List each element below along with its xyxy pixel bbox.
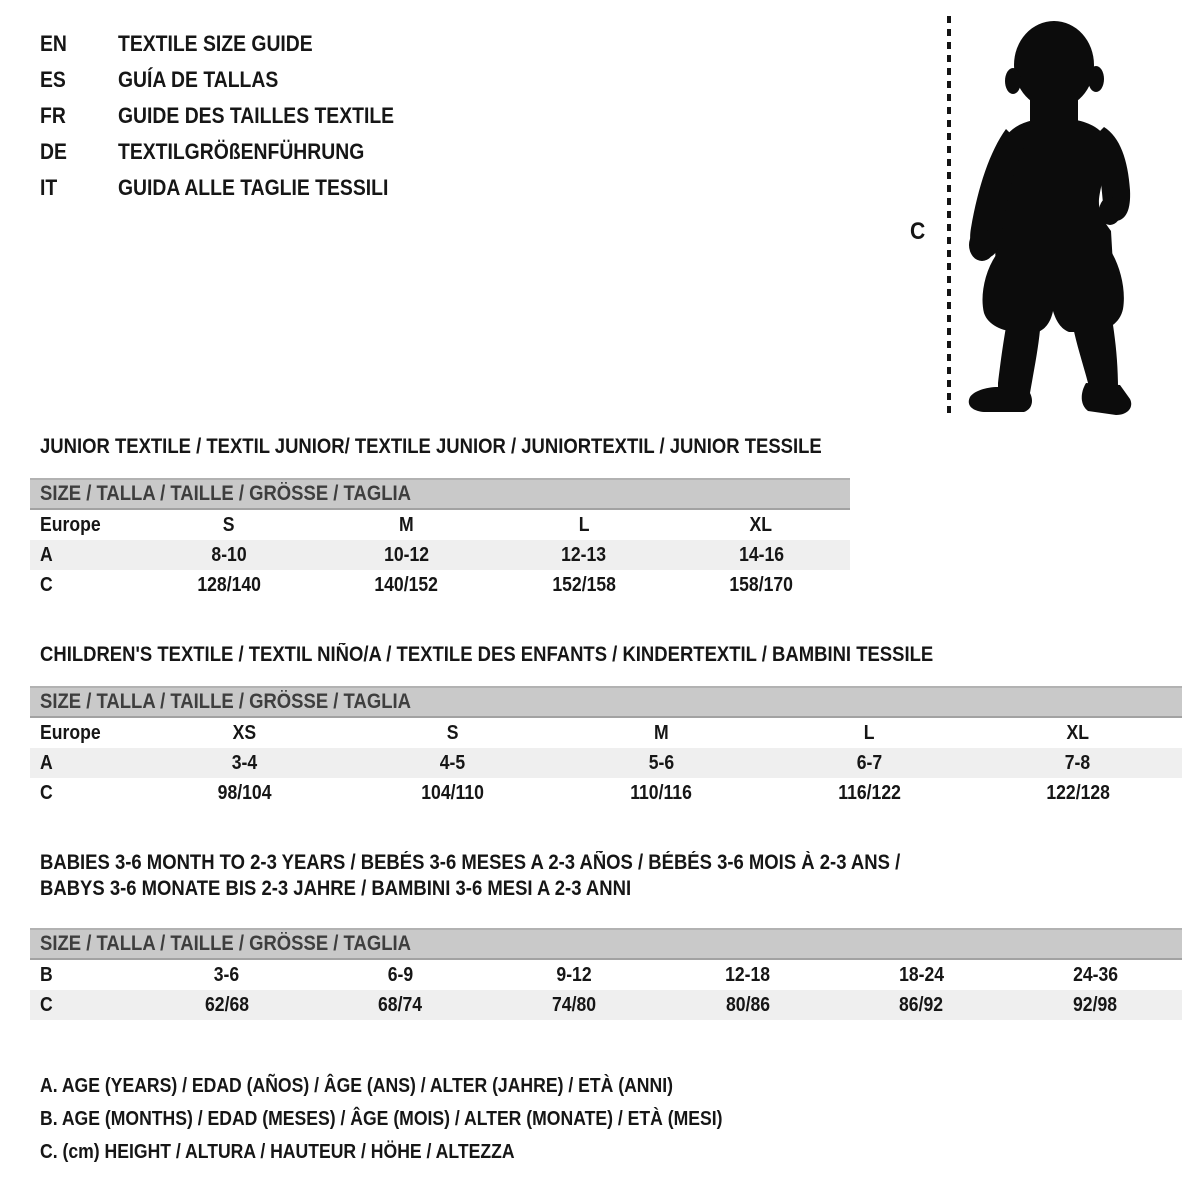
size-column-header: XS [232,721,256,744]
table-cell: 86/92 [899,993,944,1016]
height-measure-label: C [910,218,926,245]
row-label: C [40,781,53,804]
language-title-list [40,26,432,206]
size-column-header: XL [1066,721,1090,744]
babies-row-height [30,990,1182,1020]
table-cell: 14-16 [738,543,784,566]
table-cell: 110/116 [630,781,692,804]
region-header: Europe [40,513,101,536]
size-column-header: L [578,513,590,536]
row-label: C [40,993,53,1016]
region-header: Europe [40,721,101,744]
size-column-header: XL [750,513,773,536]
table-cell: 24-36 [1072,963,1118,986]
language-title: TEXTILE SIZE GUIDE [118,31,313,56]
row-label: A [40,751,53,774]
table-cell: 6-7 [856,751,883,774]
table-cell: 80/86 [725,993,770,1016]
children-column-header-row [30,718,1182,748]
junior-column-header-row [30,510,850,540]
table-cell: 4-5 [439,751,466,774]
babies-row-months [30,960,1182,990]
language-title: GUÍA DE TALLAS [118,67,279,92]
language-code: FR [40,103,66,128]
table-cell: 122/128 [1046,781,1110,804]
junior-size-header-bar: SIZE / TALLA / TAILLE / GRÖSSE / TAGLIA [30,478,850,510]
table-cell: 158/170 [729,573,794,596]
language-code: ES [40,67,66,92]
language-title: TEXTILGRÖßENFÜHRUNG [118,139,365,164]
junior-section-title: JUNIOR TEXTILE / TEXTIL JUNIOR/ TEXTILE JUNIOR / JUNIORTEXTIL / JUNIOR TESSILE [40,435,822,458]
toddler-silhouette-icon [958,15,1150,420]
table-cell: 92/98 [1073,993,1118,1016]
size-column-header: M [653,721,669,744]
table-cell: 3-4 [231,751,257,774]
language-code: IT [40,175,58,200]
table-cell: 18-24 [899,963,945,986]
size-column-header: L [864,721,875,744]
junior-textile-section [30,434,850,600]
table-cell: 68/74 [378,993,423,1016]
language-row-en [40,26,432,62]
table-cell: 74/80 [552,993,597,1016]
children-section-title: CHILDREN'S TEXTILE / TEXTIL NIÑO/A / TEXTILE DES ENFANTS / KINDERTEXTIL / BAMBINI TESSILE [40,643,934,666]
children-row-height [30,778,1182,808]
table-cell: 98/104 [217,781,272,804]
language-code: EN [40,31,67,56]
language-row-de [40,134,432,170]
babies-size-header-bar: SIZE / TALLA / TAILLE / GRÖSSE / TAGLIA [30,928,1182,960]
babies-section-title-line2: BABYS 3-6 MONATE BIS 2-3 JAHRE / BAMBINI 3-6 MESI A 2-3 ANNI [40,877,632,900]
table-cell: 6-9 [387,963,414,986]
row-label: B [40,963,53,986]
table-cell: 140/152 [374,573,439,596]
children-row-age [30,748,1182,778]
language-row-es [40,62,432,98]
footnotes [40,1070,816,1169]
table-cell: 62/68 [204,993,249,1016]
size-column-header: S [446,721,459,744]
language-title: GUIDA ALLE TAGLIE TESSILI [118,175,389,200]
language-code: DE [40,139,67,164]
footnote-age-years: A. AGE (YEARS) / EDAD (AÑOS) / ÂGE (ANS) / ALTER (JAHRE) / ETÀ (ANNI) [40,1075,673,1097]
babies-textile-section [30,850,1182,1020]
junior-row-age [30,540,850,570]
height-measure-line [947,16,951,414]
babies-section-title-line1: BABIES 3-6 MONTH TO 2-3 YEARS / BEBÉS 3-6 MESES A 2-3 AÑOS / BÉBÉS 3-6 MOIS À 2-3 ANS / [40,851,901,874]
table-cell: 5-6 [648,751,674,774]
table-cell: 7-8 [1065,751,1091,774]
children-size-header-bar: SIZE / TALLA / TAILLE / GRÖSSE / TAGLIA [30,686,1182,718]
table-cell: 8-10 [211,543,247,566]
language-title: GUIDE DES TAILLES TEXTILE [118,103,395,128]
table-cell: 152/158 [551,573,616,596]
size-column-header: M [398,513,414,536]
row-label: A [40,543,53,566]
table-cell: 9-12 [556,963,592,986]
language-row-fr [40,98,432,134]
footnote-age-months: B. AGE (MONTHS) / EDAD (MESES) / ÂGE (MOIS) / ALTER (MONATE) / ETÀ (MESI) [40,1108,723,1130]
footnote-height-cm: C. (cm) HEIGHT / ALTURA / HAUTEUR / HÖHE / ALTEZZA [40,1141,515,1163]
table-cell: 104/110 [421,781,484,804]
table-cell: 3-6 [214,963,240,986]
table-cell: 10-12 [383,543,429,566]
children-textile-section [30,642,1182,808]
table-cell: 12-18 [725,963,771,986]
size-column-header: S [222,513,235,536]
language-row-it [40,170,432,206]
row-label: C [40,573,53,596]
junior-row-height [30,570,850,600]
table-cell: 12-13 [561,543,607,566]
table-cell: 128/140 [196,573,261,596]
table-cell: 116/122 [838,781,901,804]
